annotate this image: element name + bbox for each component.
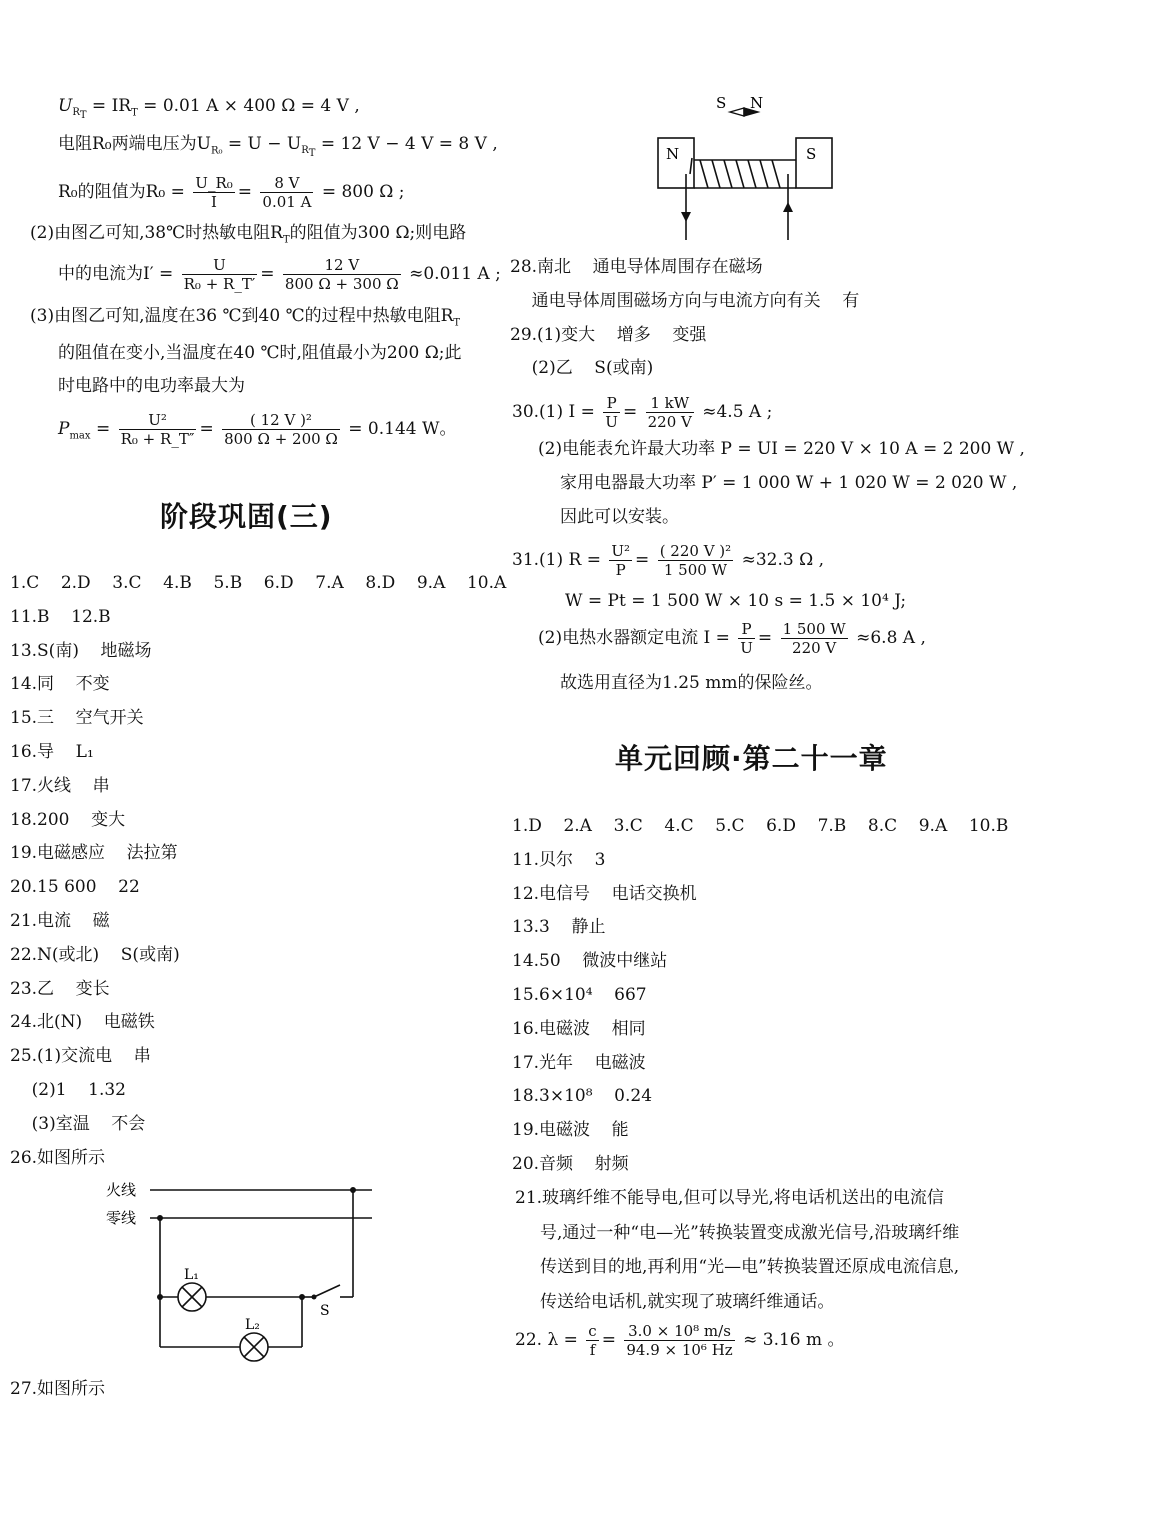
list-item: 1.D 2.A 3.C 4.C 5.C 6.D 7.B 8.C 9.A 10.B (512, 816, 1009, 836)
list-item: 13.S(南) 地磁场 (10, 640, 152, 661)
part3-line3: 时电路中的电功率最大为 (58, 376, 245, 396)
fraction: $\frac{8 V}{0.01 A}$ (262, 174, 312, 211)
electromagnet-diagram (650, 90, 840, 250)
list-item: 18.200 变大 (10, 809, 126, 830)
svg-text:N: N (750, 94, 764, 112)
list-item: 28.南北 通电导体周围存在磁场 (510, 257, 763, 277)
list-item: 21.电流 磁 (10, 911, 110, 931)
q30-part4: 因此可以安装。 (560, 507, 679, 527)
list-item: 传送到目的地,再利用“光—电”转换装置还原成电流信息, (540, 1257, 960, 1277)
list-item: 24.北(N) 电磁铁 (10, 1012, 155, 1033)
list-item: 11.B 12.B (10, 606, 111, 627)
list-item: 23.乙 变长 (10, 978, 110, 999)
calc-r0-voltage: 电阻R₀两端电压为$U_{R_0} = U - U_{R_T} = 12$ V − 4 V = 8 V , (58, 134, 498, 160)
list-item: 18.3×10⁸ 0.24 (512, 1086, 653, 1107)
q30-part2: (2)电能表允许最大功率 P = UI = 220 V × 10 A = 2 200 W , (538, 439, 1025, 459)
calc-r0-value: R₀的阻值为R₀ = $\frac{\text{U\_R₀}}{I}$ = $\frac{8 V}{0.01 A}$ = 800 Ω ; (58, 174, 405, 211)
fraction: $\frac{U}{\text{R₀ + R\_T′}}$ (183, 256, 256, 293)
list-item: 22.N(或北) S(或南) (10, 944, 180, 965)
list-item: (3)室温 不会 (10, 1113, 146, 1134)
list-item: 20.15 600 22 (10, 877, 140, 898)
list-item: 12.电信号 电话交换机 (512, 883, 697, 904)
fraction: $\frac{12 V}{800 \Omega + 300 \Omega}$ (284, 256, 399, 293)
list-item: 号,通过一种“电—光”转换装置变成激光信号,沿玻璃纤维 (540, 1222, 960, 1243)
fraction: $\frac{\text{U\_R₀}}{I}$ (195, 174, 233, 211)
list-item: 20.音频 射频 (512, 1154, 629, 1174)
fraction: $\frac{1 kW}{220 V}$ (647, 394, 692, 431)
label-switch: S (320, 1303, 330, 1319)
list-item: 16.导 L₁ (10, 742, 94, 762)
list-item: 13.3 静止 (512, 917, 606, 938)
fraction: $\frac{\text{U²}}{\text{R₀ + R\_T″}}$ (120, 411, 195, 448)
fraction: $\frac{\text{( 220 V )²}}{1 500 W}$ (659, 542, 732, 579)
fraction: $\frac{\text{U²}}{P}$ (611, 542, 631, 579)
fraction: $\frac{c}{f}$ (588, 1322, 597, 1359)
q31-part1: 31.(1) R = $\frac{\text{U²}}{P}$ = $\frac{\text{( 220 V )²}}{1 500 W}$ ≈32.3 Ω , (512, 542, 824, 579)
section-title-chapter21: 单元回顾·第二十一章 (615, 742, 888, 775)
section-title-stage3: 阶段巩固(三) (160, 500, 333, 533)
list-item: 25.(1)交流电 串 (10, 1046, 151, 1067)
svg-text:S: S (716, 94, 727, 112)
list-item: 26.如图所示 (10, 1147, 106, 1168)
fraction: $\frac{\text{( 12 V )²}}{800 \Omega + 200 \Omega}$ (224, 411, 338, 448)
fraction: $\frac{\text{3.0 × 10⁸ m/s}}{\text{94.9 × 10⁶ Hz}}$ (626, 1322, 733, 1359)
list-item: 15.三 空气开关 (10, 708, 144, 729)
q31-part2: W = Pt = 1 500 W × 10 s = 1.5 × 10⁴ J; (565, 591, 907, 611)
part2-line1: (2)由图乙可知,38℃时热敏电阻$R_T$的阻值为300 Ω;则电路 (30, 223, 467, 246)
q27: 27.如图所示 (10, 1379, 106, 1399)
list-item: (2)1 1.32 (10, 1080, 126, 1100)
list-item: 21.玻璃纤维不能导电,但可以导光,将电话机送出的电流信 (515, 1188, 944, 1208)
part3-line1: (3)由图乙可知,温度在36 ℃到40 ℃的过程中热敏电阻$R_T$ (30, 306, 461, 329)
q31-part3: (2)电热水器额定电流 I = $\frac{P}{U}$ = $\frac{1 500 W}{220 V}$ ≈6.8 A , (538, 620, 926, 657)
svg-text:N: N (666, 145, 680, 163)
list-item: 29.(1)变大 增多 变强 (510, 324, 707, 345)
part3-line4: $P_{max}$ = $\frac{\text{U²}}{\text{R₀ + R\_T″}}$ = $\frac{\text{( 12 V )²}}{800 \Omega + 200 \Omega}$ = 0.144 W。 (58, 411, 457, 448)
calc-ur: $U_{R_T} = IR_T = 0.01$ A × 400 Ω = 4 V , (58, 96, 360, 122)
q30-part3: 家用电器最大功率 P′ = 1 000 W + 1 020 W = 2 020 W , (560, 473, 1018, 493)
list-item: 16.电磁波 相同 (512, 1018, 646, 1039)
list-item: 1.C 2.D 3.C 4.B 5.B 6.D 7.A 8.D 9.A 10.A (10, 573, 507, 593)
list-item: (2)乙 S(或南) (510, 358, 654, 379)
circuit-diagram (100, 1175, 390, 1365)
list-item: 15.6×10⁴ 667 (512, 985, 647, 1005)
list-item: 19.电磁感应 法拉第 (10, 843, 178, 864)
fraction: $\frac{P}{U}$ (605, 394, 618, 431)
q22: 22. λ = $\frac{c}{f}$ = $\frac{\text{3.0 × 10⁸ m/s}}{\text{94.9 × 10⁶ Hz}}$ ≈ 3.16 m 。 (515, 1322, 845, 1359)
list-item: 19.电磁波 能 (512, 1120, 629, 1141)
q30-part1: 30.(1) I = $\frac{P}{U}$ = $\frac{1 kW}{220 V}$ ≈4.5 A ; (512, 394, 773, 431)
list-item: 14.50 微波中继站 (512, 951, 668, 972)
list-item: 11.贝尔 3 (512, 849, 606, 870)
q31-part4: 故选用直径为1.25 mm的保险丝。 (560, 673, 823, 693)
list-item: 传送给电话机,就实现了玻璃纤维通话。 (540, 1291, 835, 1312)
label-l2: L₂ (245, 1317, 260, 1333)
list-item: 17.火线 串 (10, 775, 110, 796)
list-item: 17.光年 电磁波 (512, 1052, 646, 1073)
label-l1: L₁ (184, 1267, 199, 1283)
label-neutral: 零线 (106, 1209, 137, 1227)
label-live: 火线 (106, 1181, 137, 1199)
list-item: 通电导体周围磁场方向与电流方向有关 有 (510, 290, 860, 311)
list-item: 14.同 不变 (10, 674, 110, 695)
fraction: $\frac{P}{U}$ (740, 620, 753, 657)
svg-text:S: S (806, 145, 817, 163)
part3-line2: 的阻值在变小,当温度在40 ℃时,阻值最小为200 Ω;此 (58, 343, 462, 363)
fraction: $\frac{1 500 W}{220 V}$ (782, 620, 846, 657)
part2-line2: 中的电流为I′ = $\frac{U}{\text{R₀ + R\_T′}}$ = $\frac{12 V}{800 \Omega + 300 \Omega}$ ≈0.011 A ; (58, 256, 501, 293)
